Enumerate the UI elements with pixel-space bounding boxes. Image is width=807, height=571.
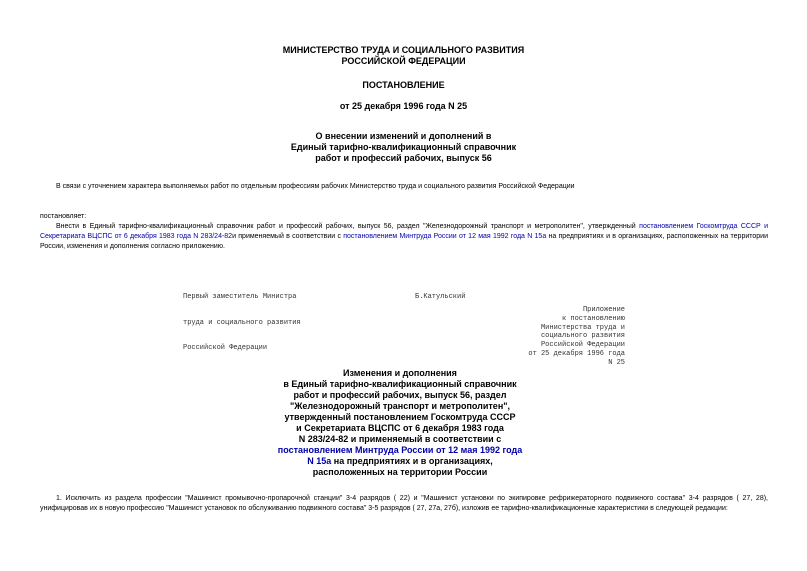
changes-title-line7: N 283/24-82 и применяемый в соответствии с (298, 434, 502, 444)
title-line2: Единый тарифно-квалификационный справочник (290, 142, 517, 152)
appendix-line2: к постановлению (561, 314, 625, 323)
ministry-name-line1: МИНИСТЕРСТВО ТРУДА И СОЦИАЛЬНОГО РАЗВИТИЯ (282, 45, 525, 55)
signature-line3: Российской Федерации (183, 344, 268, 352)
changes-title-line9: N 15а на предприятиях и в организациях, (307, 456, 493, 466)
changes-title-line6: и Секретариата ВЦСПС от 6 декабря 1983 года (296, 423, 504, 433)
signature-line1: Первый заместитель Министра (183, 293, 297, 301)
main-paragraph-part1: Внести в Единый тарифно-квалификационный справочник работ и профессий рабочих, выпуск 56, раздел "Железнодорожный транспорт и метрополитен", утвержденный (56, 223, 640, 230)
preamble-text: В связи с уточнением характера выполняемых работ по отдельным профессиям рабочих Министерство труда и социального развития Российской Федерации (56, 183, 575, 190)
changes-title-line10: расположенных на территории России (312, 467, 488, 477)
appendix-line6: от 25 декабря 1996 года (528, 349, 625, 358)
main-paragraph (40, 222, 768, 252)
changes-title-link-15a[interactable]: N 15а (307, 456, 332, 466)
changes-title-link-mintrud[interactable]: постановлением Минтруда России от 12 мая 1992 года (277, 445, 523, 455)
signature-line2: труда и социального развития (183, 318, 301, 327)
changes-title-line5: утвержденный постановлением Госкомтруда СССР (284, 412, 516, 422)
link-goskomtrud-resolution[interactable]: постановлением Госкомтруда СССР и Секретариата ВЦСПС от 6 декабря 1983 года N 283/24-82 (40, 223, 769, 240)
changes-title-line4: "Железнодорожный транспорт и метрополитен", (289, 401, 511, 411)
changes-title-line2: в Единый тарифно-квалификационный справочник (283, 379, 517, 389)
appendix-line3: Министерства труда и (540, 323, 625, 332)
document-header (0, 45, 807, 67)
document-type: ПОСТАНОВЛЕНИЕ (362, 80, 445, 90)
changes-title-line3: работ и профессий рабочих, выпуск 56, раздел (293, 390, 507, 400)
appendix-line4: социального развития (540, 332, 625, 341)
document-date-number: от 25 декабря 1996 года N 25 (339, 101, 468, 111)
main-paragraph-part3: на предприятиях и в организациях, расположенных на территории России, изменения и дополнения согласно приложению. (40, 233, 768, 250)
document-title (0, 131, 807, 164)
title-line3: работ и профессий рабочих, выпуск 56 (315, 153, 492, 163)
title-line1: О внесении изменений и дополнений в (315, 131, 492, 141)
appendix-block (528, 306, 625, 368)
appendix-line7: N 25 (608, 358, 625, 367)
signatory-name: Б.Катульский (415, 293, 466, 301)
changes-title-line1: Изменения и дополнения (343, 368, 457, 378)
resolves-text: постановляет: (40, 213, 87, 220)
appendix-line1: Приложение (582, 306, 625, 314)
main-paragraph-part2: и применяемый в соответствии с (232, 233, 344, 240)
link-mintrud-resolution[interactable]: постановлением Минтруда России от 12 мая 1992 года N 15а (343, 233, 547, 240)
changes-title (250, 368, 550, 478)
appendix-line5: Российской Федерации (540, 341, 625, 350)
item-1-paragraph: 1. Исключить из раздела профессии "Машинист промывочно-пропарочной станции" 3-4 разрядов ( 22) и "Машинист установки по экипировке рефрижераторного подвижного состава" 3-4 разрядов ( 27, 28), унифицировав их в новую профессию "Машинист установок по обслуживанию подвижного состава" 3-5 разрядов ( 27, 27а, 27б), изложив ее тарифно-квалификационные характеристики в следующей редакции: (40, 495, 768, 512)
ministry-name-line2: РОССИЙСКОЙ ФЕДЕРАЦИИ (341, 56, 466, 66)
signature-block (183, 276, 301, 370)
